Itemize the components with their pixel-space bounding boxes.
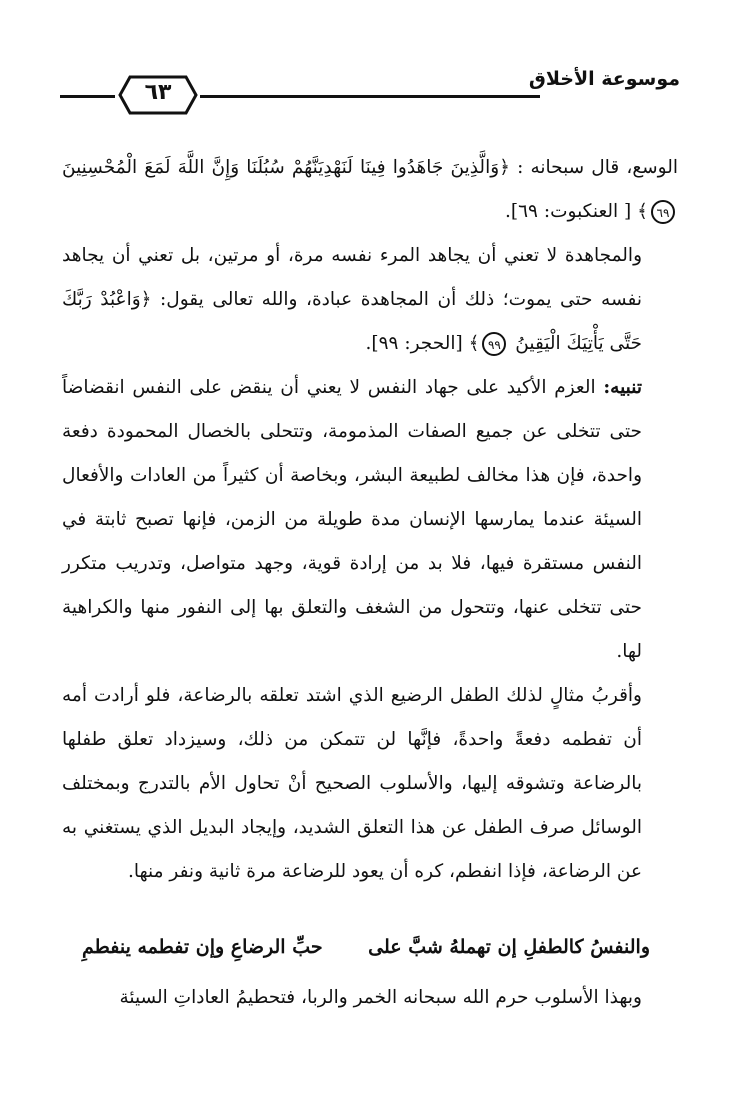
note-label: تنبيه: — [603, 377, 642, 398]
verse-second-hemistich: حبِّ الرضاعِ وإن تفطمه ينفطمِ — [82, 936, 323, 958]
p2-text: والمجاهدة لا تعني أن يجاهد المرء نفسه مرة، أو مرتين، بل تعني أن يجاهد نفسه حتى يموت؛ ذلك أن المجاهدة عبادة، والله تعالى يقول: — [62, 245, 642, 310]
ayah-number-mark: ٦٩ — [651, 200, 675, 224]
verse-first-hemistich: والنفسُ كالطفلِ إن تهملهُ شبَّ على — [368, 936, 650, 958]
paragraph-4 — [62, 674, 678, 894]
header-rule-left — [60, 95, 115, 98]
p1-lead: الوسع، قال سبحانه : — [509, 157, 678, 178]
paragraph-5-start: وبهذا الأسلوب حرم الله سبحانه الخمر والربا، فتحطيمُ العاداتِ السيئة — [119, 987, 642, 1008]
p4-text: وأقربُ مثالٍ لذلك الطفل الرضيع الذي اشتد تعلقه بالرضاعة، فلو أرادت أمه أن تفطمه دفعةً واحدةً، فإنَّها لن تتمكن من ذلك، وسيزداد تعلق طفلها بالرضاعة وتشوقه إليها، والأسلوب الصحيح أنْ تحاول الأم بالتدرج وبمختلف الوسائل صرف الطفل عن هذا التعلق الشديد، وإيجاد البديل الذي يستغني به عن الرضاعة، فإذا انفطم، كره أن يعود للرضاعة مرة ثانية ونفر منها. — [62, 685, 642, 882]
page-number-frame — [116, 73, 200, 117]
p1-reference: ﴾ [ العنكبوت: ٦٩]. — [505, 201, 648, 222]
paragraph-2 — [62, 234, 678, 366]
poem-verse — [62, 936, 678, 976]
p2-reference: ﴾ [الحجر: ٩٩]. — [365, 333, 480, 354]
ayah-number-mark: ٩٩ — [482, 332, 506, 356]
page-number: ٦٣ — [144, 80, 172, 105]
paragraph-3 — [62, 366, 678, 674]
book-title: موسوعة الأخلاق — [528, 68, 680, 90]
p3-text: العزم الأكيد على جهاد النفس لا يعني أن ينقض على النفس انقضاضاً حتى تتخلى عن جميع الصفات المذمومة، وتتحلى بالخصال المحمودة دفعة واحدة، فإن هذا مخالف لطبيعة البشر، وبخاصة أن كثيراً من العادات والأفعال السيئة عندما يمارسها الإنسان مدة طويلة من الزمن، فإنها تصبح ثابتة في النفس مستقرة فيها، فلا بد من إرادة قوية، وجهد متواصل، وتدريب متكرر حتى تتخلى عنها، وتتحول من الشغف والتعلق بها إلى النفور منها والكراهية لها. — [62, 377, 642, 662]
quran-verse-ankabut: ﴿وَالَّذِينَ جَاهَدُوا فِينَا لَنَهْدِيَنَّهُمْ سُبُلَنَا وَإِنَّ اللَّهَ لَمَعَ الْمُحْسِنِينَ — [62, 157, 510, 178]
quran-verse-hijr: ﴿وَاعْبُدْ رَبَّكَ حَتَّى يَأْتِيَكَ الْيَقِينُ — [62, 289, 642, 354]
main-text — [62, 146, 678, 894]
page-header — [60, 66, 680, 118]
header-rule-right — [200, 95, 540, 98]
paragraph-1 — [62, 146, 678, 234]
